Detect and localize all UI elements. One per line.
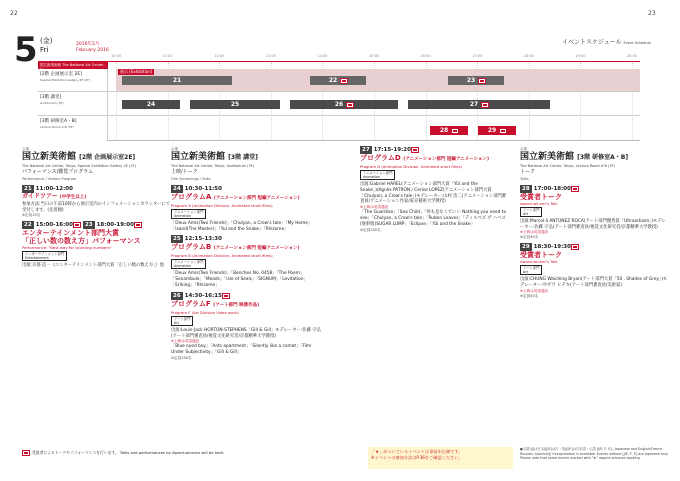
venue-title-room: [3階 講堂] bbox=[228, 154, 258, 162]
program-type: 上映/トーク bbox=[171, 169, 198, 176]
program-type: トーク bbox=[520, 169, 536, 176]
time-tick-7: 17:00 bbox=[472, 54, 483, 58]
venue-lecture-name-en: Lecture Room A·B (3F) bbox=[40, 124, 74, 129]
program-type-en: Talks bbox=[520, 176, 529, 181]
event-27-title bbox=[360, 154, 510, 164]
event-28-note-2: ※定員40名 bbox=[520, 235, 539, 240]
event-24-tag-en: Animation bbox=[174, 213, 191, 218]
day-of-week bbox=[40, 37, 52, 55]
event-24-title bbox=[171, 193, 321, 203]
event-29-tag-en: Art bbox=[523, 270, 528, 275]
event-27-note: ※上映は英語通訳 bbox=[360, 205, 389, 210]
event-27-title-main: プログラムD bbox=[360, 154, 401, 162]
event-26-tag-jp: アート部門 bbox=[174, 316, 191, 321]
event-27-body: 出演:Gabriel HAREL(アニメーション部門大賞「Yül and the Snake」)/Agnès PATRON / Cerise LOPEZ(アニメーション部門大賞「Chulyan, a Crow's tale」)モデレーター:山村 浩二(アニメーション部門審査員/アニメーション作家/東京藝術大学教授) bbox=[360, 182, 507, 205]
event-25-badge: 25 bbox=[173, 236, 181, 243]
timeline-bar-26[interactable] bbox=[290, 100, 398, 109]
time-tick-1: 11:00 bbox=[162, 54, 173, 58]
venue-auditorium-name: [3階 講堂] bbox=[40, 95, 62, 100]
event-29-tag bbox=[520, 265, 542, 275]
program-type-en: Film Screenings / Talks bbox=[171, 176, 211, 181]
event-26-title bbox=[171, 300, 321, 310]
event-22-body: 出演:京都 造一《エンターテインメント部門大賞「正しい数の数え方」》他 bbox=[22, 263, 164, 269]
event-26-body-2: 「Blue eyed boy」「Ants apartment」「Silently like a comet」「Film Under Subjectivity」「Gill & Gill」 bbox=[171, 344, 312, 356]
date-label bbox=[76, 42, 109, 54]
event-25-title-small: (アニメーション部門 短編アニメーション) bbox=[213, 246, 300, 252]
bar-21-label: 21 bbox=[172, 77, 182, 84]
venue-title-main: 国立新美術館 bbox=[171, 152, 226, 163]
event-24-badge: 24 bbox=[173, 185, 181, 192]
venue-gallery bbox=[38, 69, 108, 91]
event-26-title-en: Program F (Art Division Video work) bbox=[171, 309, 239, 315]
time-tick-10: 20:00 bbox=[626, 54, 638, 58]
event-21-title-small: (中学生以上) bbox=[59, 194, 87, 200]
event-25-title bbox=[171, 243, 321, 253]
event-26-note-2: ※定員250名 bbox=[171, 355, 192, 360]
venue-title bbox=[22, 152, 172, 163]
timeline-bar-24[interactable] bbox=[122, 100, 180, 109]
date-line-1: 2016年2月 bbox=[76, 42, 100, 47]
column-auditorium bbox=[171, 146, 321, 361]
bar-22-label: 22 bbox=[328, 77, 338, 84]
event-27-body-2: 「The Guardian」「Sea Child」「何も見なくていい Nothing you need to see」「Chulyan, a Crow's tale」「Ruben Leaves」「ディスペズ ザ ハベス(無幹版)SUGAR LUMP」「Eclipse」「Yül and the Snake」 bbox=[360, 210, 507, 227]
event-26-tag bbox=[171, 316, 193, 326]
timeline-row-lecture bbox=[38, 116, 640, 141]
exhibition-label: 展示 [Exhibition] bbox=[120, 69, 153, 74]
schedule-title bbox=[562, 37, 651, 46]
schedule-title-jp: イベントスケジュール bbox=[562, 39, 622, 46]
event-24[interactable] bbox=[171, 185, 321, 193]
event-22-title: エンターテインメント部門大賞 bbox=[22, 229, 120, 238]
event-24-title-main: プログラムA bbox=[171, 192, 212, 201]
venue-title-main: 国立新美術館 bbox=[22, 152, 77, 163]
event-25-body: 「Deux Amis(Two Friends)」「Benches No. 0458」「The Poem」「Sonambulo」「Meads」「Isle of Seals」「SIGNUM」「Levitation」「Erlking」「Rhizome」 bbox=[171, 271, 308, 288]
timeline-row-gallery bbox=[38, 69, 640, 92]
event-27-tag-jp: アニメーション部門 bbox=[363, 171, 393, 175]
timeline-bar-25[interactable] bbox=[190, 100, 280, 109]
time-tick-2: 12:00 bbox=[214, 54, 225, 58]
event-21[interactable] bbox=[22, 185, 172, 193]
event-21-time: 11:00-12:00 bbox=[35, 185, 73, 192]
venue-auditorium bbox=[38, 92, 108, 115]
event-26-title-small: (アート部門 映像作品) bbox=[213, 302, 260, 308]
venue-auditorium-name-en: Auditorium (3F) bbox=[40, 100, 64, 105]
event-24-time: 10:30-11:50 bbox=[184, 185, 222, 192]
event-29-note: ※上映は英語通訳 bbox=[520, 289, 549, 293]
event-25-tag bbox=[171, 259, 206, 269]
event-27-note-2: ※定員250名 bbox=[360, 227, 381, 232]
venue-title-room: [3階 研修室A・B] bbox=[577, 154, 629, 162]
event-21-title-main: ガイドツアー bbox=[22, 192, 58, 200]
page-number-right: 23 bbox=[648, 10, 656, 17]
day-of-week-jp: (金) bbox=[40, 37, 53, 45]
event-22-tag-en: Entertainment bbox=[25, 256, 49, 261]
timeline-bar-22[interactable] bbox=[310, 76, 366, 85]
event-29-body: 出演:CHUNG Waiching Bryan(アート部門大賞「50 . Shades of Grey」)モデレーター:中ザワ ヒデキ(アート部門審査員/美術家) bbox=[520, 277, 668, 289]
event-28-tag-en: Art bbox=[523, 211, 528, 216]
event-29-badge: 29 bbox=[522, 244, 530, 251]
event-25-title-en: Program B (Animation Division, Animated short films) bbox=[171, 253, 273, 259]
event-21-badge: 21 bbox=[24, 185, 32, 192]
event-21-body: 参加方法:当日の午前10時から展示室内のインフォメーションカウンターにて受付します。(先着順) bbox=[22, 201, 171, 213]
program-type-en: Performance / Visitors Program bbox=[22, 176, 77, 181]
event-28[interactable] bbox=[520, 185, 670, 193]
venue-title-main: 国立新美術館 bbox=[520, 152, 575, 163]
advance-booking-line-2: ※イベントの参加方法はP.36をご確認ください。 bbox=[371, 455, 463, 460]
venue-gallery-name-en: Special Exhibition Gallery 2E (2F) bbox=[40, 77, 90, 82]
event-24-tag-jp: アニメーション部門 bbox=[174, 209, 204, 214]
event-25-tag-jp: アニメーション部門 bbox=[174, 260, 204, 265]
time-tick-3: 13:00 bbox=[265, 54, 276, 58]
time-tick-0: 10:00 bbox=[110, 54, 122, 58]
event-28-badge: 28 bbox=[522, 185, 530, 192]
event-26-note: ※上映は英語通訳 bbox=[171, 339, 200, 344]
venue-title-en: The National Art Center, Tokyo, Lecture Room A·B (3F) bbox=[520, 164, 615, 169]
event-26-time: 14:30-16:15 bbox=[184, 292, 222, 299]
venue-title-en: The National Art Center, Tokyo, Auditorium (3F) bbox=[171, 164, 255, 169]
event-23-badge: 23 bbox=[84, 222, 93, 229]
event-24-title-en: Program A (Animation Division, Animated short films) bbox=[171, 202, 273, 208]
advance-booking-notice bbox=[368, 447, 513, 469]
event-28-body: 出演:Marcel·li ANTÚNEZ ROCA(アート部門優秀賞「Ultraorbism」)モデレーター:佐藤 守弘(アート部門審査員/視覚文化研究者/京都精華大学教授) bbox=[520, 218, 666, 230]
event-22-tag bbox=[22, 251, 67, 261]
event-26-body: 出演:Louis-Jack HORTON-STEPHENS「Gill & Gill」モデレーター:佐藤 守弘(アート部門審査員/視覚文化研究者/京都精華大学教授) bbox=[171, 327, 321, 339]
page-number-left: 22 bbox=[10, 10, 18, 17]
event-27-title-en: Program D (Animation Division, Animated short films) bbox=[360, 164, 462, 169]
event-27[interactable] bbox=[360, 146, 510, 154]
bar-26-label: 26 bbox=[334, 101, 344, 108]
event-26-badge: 26 bbox=[173, 292, 181, 299]
venue-label: 会場 bbox=[520, 147, 527, 151]
event-22-time: 15:00-16:00 bbox=[35, 222, 73, 229]
event-29-title-en: Award-winner's Talk bbox=[520, 259, 558, 265]
event-29-time: 18:30-19:30 bbox=[533, 244, 571, 251]
bar-27-label: 27 bbox=[469, 101, 479, 108]
event-26-title-main: プログラムF bbox=[171, 299, 211, 308]
time-tick-6: 16:00 bbox=[420, 54, 431, 58]
day-of-week-en: Fri bbox=[40, 46, 49, 54]
event-25-tag-en: Animation bbox=[174, 264, 191, 269]
language-note: ●言語:[J]は日本/[J/E]は日・英/[J/F]は日本語・仏語 [J/E, F, E]...Japanese and English/French, Russian, Spanish(J) interpretation is available. Events without [J/E, F, E] are Japanese only. Please note that some events marked with "★" require advance booking. bbox=[520, 447, 669, 461]
timeline-bar-27[interactable] bbox=[408, 100, 550, 109]
event-22-title-en: Performance: "Best way for counting numbers" bbox=[22, 245, 112, 251]
event-28-title-en: Award-winner's Talk bbox=[520, 200, 558, 206]
event-28-title: 受賞者トーク bbox=[520, 192, 562, 201]
venue-label: 会場 bbox=[171, 147, 178, 151]
timeline-grid bbox=[38, 61, 640, 141]
time-tick-8: 18:00 bbox=[523, 54, 534, 58]
bar-24-label: 24 bbox=[146, 101, 156, 108]
time-tick-5: 15:00 bbox=[368, 54, 380, 58]
footer-note bbox=[22, 450, 224, 455]
event-28-note: ※上映は英語通訳 bbox=[520, 230, 549, 235]
event-27-tag bbox=[360, 170, 395, 180]
event-27-badge: 27 bbox=[362, 146, 370, 153]
timeline-bar-29[interactable] bbox=[478, 126, 516, 135]
venue-label: 会場 bbox=[22, 147, 29, 151]
column-lecture bbox=[520, 146, 670, 299]
timeline-bar-23[interactable] bbox=[448, 76, 504, 85]
event-25-title-main: プログラムB bbox=[171, 243, 212, 252]
event-28-tag-jp: アート部門 bbox=[523, 207, 540, 212]
event-22-title-2: 「正しい数の数え方」パフォーマンス bbox=[22, 237, 141, 246]
column-auditorium-cont bbox=[360, 146, 510, 233]
venue-title-room: [2階 企画展示室2E] bbox=[79, 154, 136, 162]
event-26-tag-en: Art bbox=[174, 320, 179, 325]
event-27-tag-en: Animation bbox=[363, 175, 380, 179]
program-type: パフォーマンス/鑑賞プログラム bbox=[22, 169, 94, 176]
venue-gallery-name: [2階 企画展示室 2E] bbox=[40, 72, 82, 77]
event-29-title: 受賞者トーク bbox=[520, 251, 562, 260]
event-29-tag-jp: アート部門 bbox=[523, 266, 540, 271]
date-line-2: February 2016 bbox=[76, 48, 109, 53]
day-number: 5 bbox=[14, 30, 38, 70]
event-25-time: 12:15-13:30 bbox=[184, 236, 222, 243]
venue-lecture bbox=[38, 116, 108, 141]
event-27-title-small: (アニメーション部門 短編アニメーション) bbox=[403, 157, 490, 162]
venue-bar: 国立新美術館 The National Art Center, bbox=[38, 62, 108, 69]
bar-29-label: 29 bbox=[487, 127, 497, 134]
venue-title bbox=[520, 152, 670, 163]
timeline-row-auditorium bbox=[38, 92, 640, 116]
timeline-bar-21[interactable] bbox=[122, 76, 232, 85]
venue-lecture-name: [3階 研修室A・B] bbox=[40, 119, 77, 124]
schedule-title-en: Event Schedule bbox=[623, 41, 651, 45]
event-23-time: 18:00-19:00 bbox=[96, 222, 134, 229]
event-22-tag-jp: エンターテインメント部門 bbox=[25, 252, 65, 257]
event-26[interactable] bbox=[171, 292, 321, 300]
event-28-time: 17:00-18:00 bbox=[533, 185, 571, 192]
venue-title-en: The National Art Center, Tokyo, Special Exhibition Gallery 2E (2F) bbox=[22, 164, 136, 169]
advance-booking-line-1: 「★」がついているイベントは事前申込制です。 bbox=[371, 449, 463, 454]
bar-23-label: 23 bbox=[466, 77, 476, 84]
event-21-note: ※定員15名 bbox=[22, 213, 41, 218]
timeline-bar-28[interactable] bbox=[430, 126, 468, 135]
event-21-title bbox=[22, 193, 172, 202]
event-29-note-2: ※定員40名 bbox=[520, 294, 539, 298]
event-27-time: 17:15-19:20 bbox=[373, 146, 411, 153]
footer-note-text: 受賞者によるトークやパフォーマンスを行います。 Talks and performances by Award-winners will be held. bbox=[32, 450, 225, 455]
event-24-body: 「Deux Amis(Two Friends)」「Chulyan, a Crow's tale」「My Home」「Isand(The Master)」「Yul and the Snake」「Rhizome」 bbox=[171, 220, 313, 232]
event-24-title-small: (アニメーション部門 短編アニメーション) bbox=[213, 195, 300, 201]
time-tick-9: 19:00 bbox=[575, 54, 586, 58]
event-28-tag bbox=[520, 207, 542, 217]
time-tick-4: 14:00 bbox=[317, 54, 328, 58]
bar-28-label: 28 bbox=[439, 127, 449, 134]
venue-title bbox=[171, 152, 321, 163]
bar-25-label: 25 bbox=[230, 101, 240, 108]
column-gallery bbox=[22, 146, 172, 269]
event-22-badge: 22 bbox=[24, 222, 32, 229]
event-24-tag bbox=[171, 209, 206, 219]
